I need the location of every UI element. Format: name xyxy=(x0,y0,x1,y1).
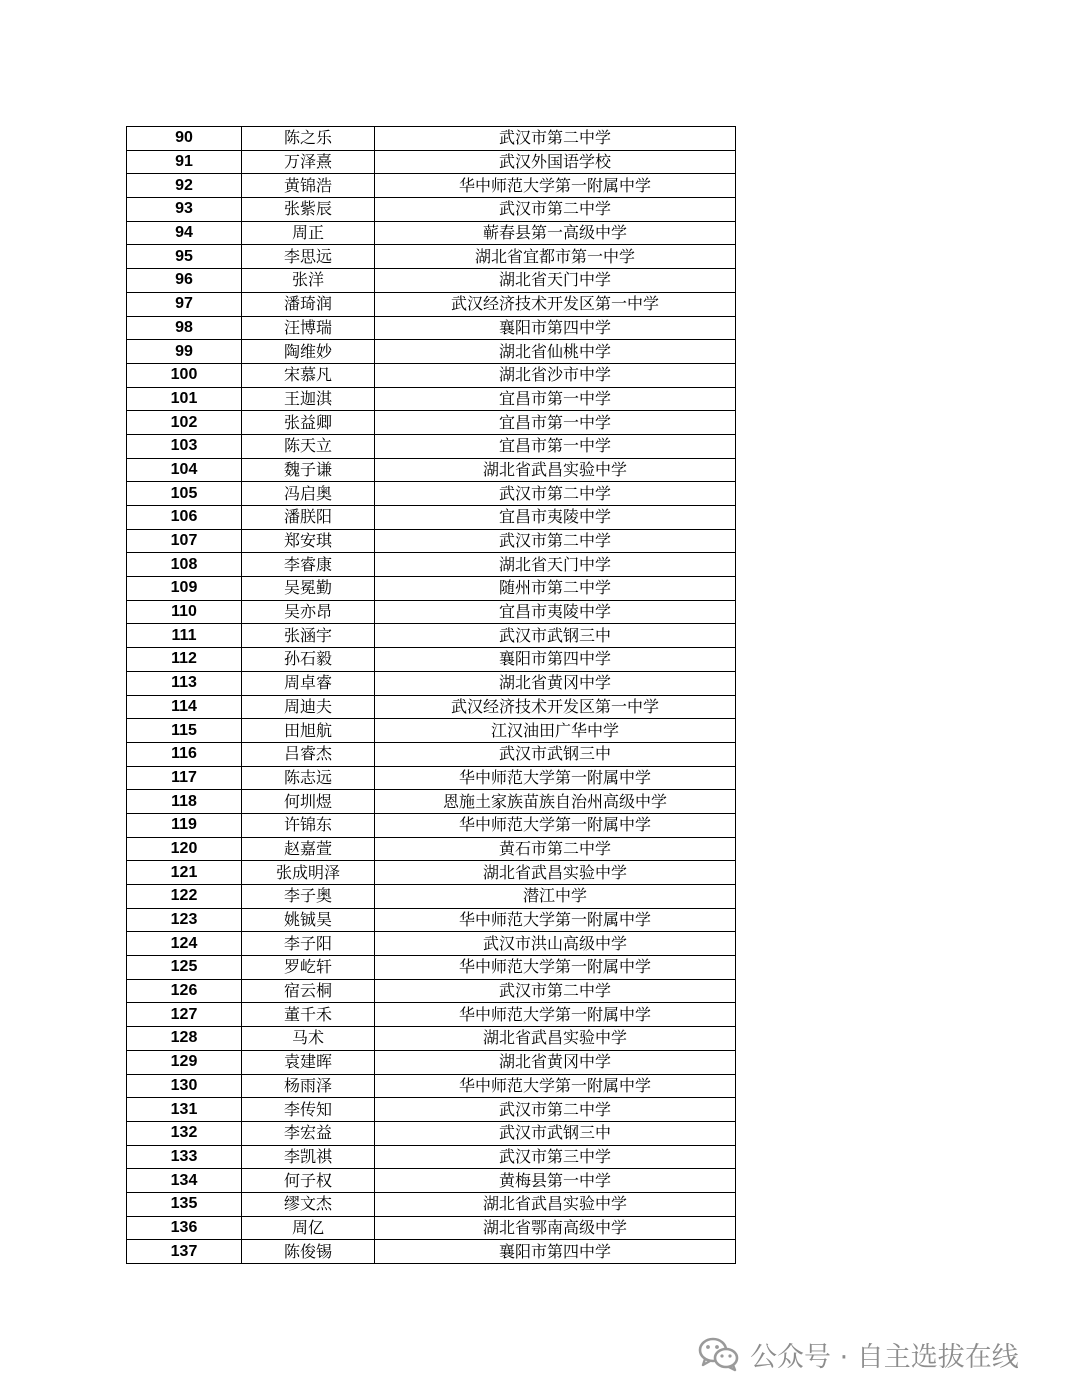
rank-cell: 98 xyxy=(127,316,242,340)
school-cell: 潜江中学 xyxy=(375,885,736,909)
table-row xyxy=(127,671,736,695)
rank-cell: 91 xyxy=(127,150,242,174)
table-row xyxy=(127,861,736,885)
rank-cell: 95 xyxy=(127,245,242,269)
table-row xyxy=(127,553,736,577)
table-row xyxy=(127,458,736,482)
name-cell: 汪博瑞 xyxy=(242,316,375,340)
name-cell: 袁建晖 xyxy=(242,1050,375,1074)
rank-cell: 131 xyxy=(127,1098,242,1122)
rank-cell: 101 xyxy=(127,387,242,411)
rank-cell: 100 xyxy=(127,363,242,387)
school-cell: 宜昌市第一中学 xyxy=(375,411,736,435)
rank-cell: 102 xyxy=(127,411,242,435)
rank-cell: 96 xyxy=(127,269,242,293)
rank-cell: 97 xyxy=(127,292,242,316)
table-row xyxy=(127,221,736,245)
school-cell: 襄阳市第四中学 xyxy=(375,1240,736,1264)
table-row xyxy=(127,956,736,980)
name-cell: 陈俊锡 xyxy=(242,1240,375,1264)
rank-cell: 110 xyxy=(127,600,242,624)
rank-cell: 109 xyxy=(127,577,242,601)
rank-cell: 136 xyxy=(127,1216,242,1240)
rank-cell: 121 xyxy=(127,861,242,885)
table-row xyxy=(127,600,736,624)
name-cell: 马术 xyxy=(242,1027,375,1051)
school-cell: 华中师范大学第一附属中学 xyxy=(375,908,736,932)
name-cell: 宋慕凡 xyxy=(242,363,375,387)
table-row xyxy=(127,932,736,956)
name-cell: 郑安琪 xyxy=(242,529,375,553)
table-row xyxy=(127,908,736,932)
table-row xyxy=(127,245,736,269)
name-cell: 赵嘉萱 xyxy=(242,837,375,861)
table-row xyxy=(127,790,736,814)
school-cell: 湖北省武昌实验中学 xyxy=(375,861,736,885)
table-row xyxy=(127,387,736,411)
name-cell: 张成明泽 xyxy=(242,861,375,885)
name-cell: 张紫辰 xyxy=(242,198,375,222)
table-row xyxy=(127,719,736,743)
school-cell: 武汉市洪山高级中学 xyxy=(375,932,736,956)
table-row xyxy=(127,269,736,293)
school-cell: 随州市第二中学 xyxy=(375,577,736,601)
table-row xyxy=(127,1169,736,1193)
table-row xyxy=(127,340,736,364)
name-cell: 吕睿杰 xyxy=(242,742,375,766)
table-row xyxy=(127,1050,736,1074)
name-cell: 魏子谦 xyxy=(242,458,375,482)
school-cell: 湖北省武昌实验中学 xyxy=(375,458,736,482)
name-cell: 周卓睿 xyxy=(242,671,375,695)
school-cell: 武汉市第二中学 xyxy=(375,979,736,1003)
table-row xyxy=(127,695,736,719)
rank-cell: 105 xyxy=(127,482,242,506)
rank-cell: 119 xyxy=(127,813,242,837)
name-cell: 潘琦润 xyxy=(242,292,375,316)
school-cell: 华中师范大学第一附属中学 xyxy=(375,766,736,790)
name-cell: 姚铖昊 xyxy=(242,908,375,932)
table-row xyxy=(127,506,736,530)
school-cell: 武汉市第二中学 xyxy=(375,127,736,151)
table-row xyxy=(127,529,736,553)
table-row xyxy=(127,482,736,506)
table-row xyxy=(127,411,736,435)
school-cell: 华中师范大学第一附属中学 xyxy=(375,956,736,980)
table-row xyxy=(127,1098,736,1122)
name-cell: 王迦淇 xyxy=(242,387,375,411)
rank-cell: 107 xyxy=(127,529,242,553)
name-cell: 吴亦昂 xyxy=(242,600,375,624)
rank-cell: 104 xyxy=(127,458,242,482)
student-list-table xyxy=(126,126,736,1264)
rank-cell: 117 xyxy=(127,766,242,790)
table-row xyxy=(127,363,736,387)
rank-cell: 92 xyxy=(127,174,242,198)
school-cell: 武汉市第二中学 xyxy=(375,198,736,222)
school-cell: 华中师范大学第一附属中学 xyxy=(375,813,736,837)
rank-cell: 118 xyxy=(127,790,242,814)
rank-cell: 113 xyxy=(127,671,242,695)
table-row xyxy=(127,766,736,790)
rank-cell: 130 xyxy=(127,1074,242,1098)
school-cell: 湖北省仙桃中学 xyxy=(375,340,736,364)
name-cell: 缪文杰 xyxy=(242,1192,375,1216)
rank-cell: 124 xyxy=(127,932,242,956)
name-cell: 杨雨泽 xyxy=(242,1074,375,1098)
name-cell: 周亿 xyxy=(242,1216,375,1240)
name-cell: 许锦东 xyxy=(242,813,375,837)
school-cell: 黄石市第二中学 xyxy=(375,837,736,861)
name-cell: 田旭航 xyxy=(242,719,375,743)
rank-cell: 133 xyxy=(127,1145,242,1169)
school-cell: 湖北省鄂南高级中学 xyxy=(375,1216,736,1240)
rank-cell: 127 xyxy=(127,1003,242,1027)
table-row xyxy=(127,1074,736,1098)
table-row xyxy=(127,979,736,1003)
school-cell: 襄阳市第四中学 xyxy=(375,648,736,672)
table-row xyxy=(127,434,736,458)
wechat-icon xyxy=(698,1336,740,1372)
table-row xyxy=(127,885,736,909)
rank-cell: 114 xyxy=(127,695,242,719)
rank-cell: 111 xyxy=(127,624,242,648)
school-cell: 武汉经济技术开发区第一中学 xyxy=(375,292,736,316)
school-cell: 江汉油田广华中学 xyxy=(375,719,736,743)
school-cell: 宜昌市第一中学 xyxy=(375,434,736,458)
name-cell: 李凯祺 xyxy=(242,1145,375,1169)
name-cell: 何子权 xyxy=(242,1169,375,1193)
school-cell: 武汉市第二中学 xyxy=(375,529,736,553)
name-cell: 孙石毅 xyxy=(242,648,375,672)
school-cell: 华中师范大学第一附属中学 xyxy=(375,1074,736,1098)
table-row xyxy=(127,577,736,601)
school-cell: 武汉市武钢三中 xyxy=(375,624,736,648)
name-cell: 陈天立 xyxy=(242,434,375,458)
table-row xyxy=(127,742,736,766)
school-cell: 湖北省武昌实验中学 xyxy=(375,1192,736,1216)
name-cell: 陈之乐 xyxy=(242,127,375,151)
table-row xyxy=(127,837,736,861)
name-cell: 吴冕勤 xyxy=(242,577,375,601)
school-cell: 蕲春县第一高级中学 xyxy=(375,221,736,245)
rank-cell: 116 xyxy=(127,742,242,766)
table-row xyxy=(127,174,736,198)
rank-cell: 125 xyxy=(127,956,242,980)
name-cell: 陈志远 xyxy=(242,766,375,790)
name-cell: 万泽熹 xyxy=(242,150,375,174)
school-cell: 湖北省宜都市第一中学 xyxy=(375,245,736,269)
rank-cell: 126 xyxy=(127,979,242,1003)
name-cell: 张益卿 xyxy=(242,411,375,435)
rank-cell: 135 xyxy=(127,1192,242,1216)
name-cell: 李思远 xyxy=(242,245,375,269)
table-row xyxy=(127,624,736,648)
table-row xyxy=(127,127,736,151)
table-row xyxy=(127,150,736,174)
school-cell: 武汉市第二中学 xyxy=(375,482,736,506)
rank-cell: 137 xyxy=(127,1240,242,1264)
school-cell: 黄梅县第一中学 xyxy=(375,1169,736,1193)
name-cell: 李子奥 xyxy=(242,885,375,909)
name-cell: 李传知 xyxy=(242,1098,375,1122)
name-cell: 宿云桐 xyxy=(242,979,375,1003)
rank-cell: 128 xyxy=(127,1027,242,1051)
school-cell: 湖北省武昌实验中学 xyxy=(375,1027,736,1051)
school-cell: 华中师范大学第一附属中学 xyxy=(375,1003,736,1027)
school-cell: 华中师范大学第一附属中学 xyxy=(375,174,736,198)
school-cell: 襄阳市第四中学 xyxy=(375,316,736,340)
table-row xyxy=(127,1216,736,1240)
name-cell: 李宏益 xyxy=(242,1121,375,1145)
name-cell: 罗屹轩 xyxy=(242,956,375,980)
name-cell: 周正 xyxy=(242,221,375,245)
table-row xyxy=(127,1240,736,1264)
table-row xyxy=(127,292,736,316)
rank-cell: 103 xyxy=(127,434,242,458)
school-cell: 湖北省黄冈中学 xyxy=(375,1050,736,1074)
rank-cell: 93 xyxy=(127,198,242,222)
school-cell: 湖北省天门中学 xyxy=(375,269,736,293)
school-cell: 宜昌市夷陵中学 xyxy=(375,600,736,624)
name-cell: 李睿康 xyxy=(242,553,375,577)
table-row xyxy=(127,1003,736,1027)
school-cell: 宜昌市夷陵中学 xyxy=(375,506,736,530)
school-cell: 宜昌市第一中学 xyxy=(375,387,736,411)
rank-cell: 94 xyxy=(127,221,242,245)
table-row xyxy=(127,1121,736,1145)
table-row xyxy=(127,1145,736,1169)
table-row xyxy=(127,198,736,222)
school-cell: 湖北省天门中学 xyxy=(375,553,736,577)
rank-cell: 134 xyxy=(127,1169,242,1193)
rank-cell: 129 xyxy=(127,1050,242,1074)
name-cell: 张涵宇 xyxy=(242,624,375,648)
name-cell: 潘朕阳 xyxy=(242,506,375,530)
rank-cell: 115 xyxy=(127,719,242,743)
name-cell: 张洋 xyxy=(242,269,375,293)
name-cell: 董千禾 xyxy=(242,1003,375,1027)
school-cell: 武汉经济技术开发区第一中学 xyxy=(375,695,736,719)
rank-cell: 123 xyxy=(127,908,242,932)
name-cell: 冯启奥 xyxy=(242,482,375,506)
rank-cell: 106 xyxy=(127,506,242,530)
school-cell: 湖北省沙市中学 xyxy=(375,363,736,387)
name-cell: 周迪夫 xyxy=(242,695,375,719)
rank-cell: 90 xyxy=(127,127,242,151)
rank-cell: 99 xyxy=(127,340,242,364)
table-row xyxy=(127,1192,736,1216)
school-cell: 恩施土家族苗族自治州高级中学 xyxy=(375,790,736,814)
name-cell: 黄锦浩 xyxy=(242,174,375,198)
school-cell: 武汉市第二中学 xyxy=(375,1098,736,1122)
school-cell: 武汉市武钢三中 xyxy=(375,742,736,766)
school-cell: 湖北省黄冈中学 xyxy=(375,671,736,695)
student-list-body xyxy=(127,127,736,1264)
table-row xyxy=(127,813,736,837)
rank-cell: 120 xyxy=(127,837,242,861)
name-cell: 李子阳 xyxy=(242,932,375,956)
watermark-text: 公众号 · 自主选拔在线 xyxy=(750,1341,1019,1373)
name-cell: 何圳煜 xyxy=(242,790,375,814)
table-row xyxy=(127,648,736,672)
table-row xyxy=(127,1027,736,1051)
name-cell: 陶维妙 xyxy=(242,340,375,364)
rank-cell: 108 xyxy=(127,553,242,577)
rank-cell: 122 xyxy=(127,885,242,909)
watermark xyxy=(698,1334,1019,1374)
school-cell: 武汉市武钢三中 xyxy=(375,1121,736,1145)
rank-cell: 112 xyxy=(127,648,242,672)
table-row xyxy=(127,316,736,340)
school-cell: 武汉市第三中学 xyxy=(375,1145,736,1169)
rank-cell: 132 xyxy=(127,1121,242,1145)
school-cell: 武汉外国语学校 xyxy=(375,150,736,174)
